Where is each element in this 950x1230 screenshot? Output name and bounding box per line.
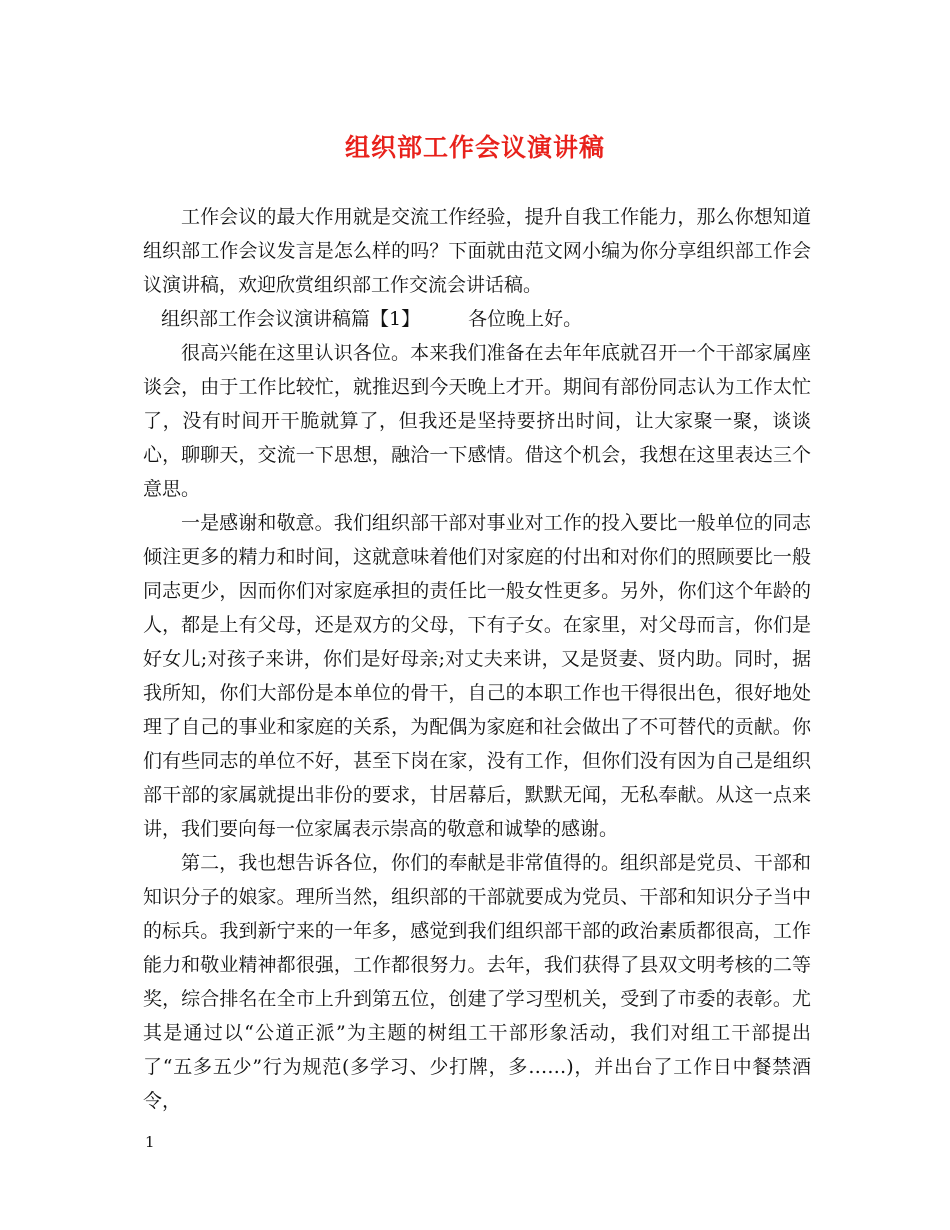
- body-paragraph: 第二，我也想告诉各位，你们的奉献是非常值得的。组织部是党员、干部和知识分子的娘家。理所当然，组织部的干部就要成为党员、干部和知识分子当中的标兵。我到新宁来的一年多，感觉到我们组织部干部的政治素质都很高，工作能力和敬业精神都很强，工作都很努力。去年，我们获得了县双文明考核的二等奖，综合排名在全市上升到第五位，创建了学习型机关，受到了市委的表彰。尤其是通过以“公道正派”为主题的树组工干部形象活动，我们对组工干部提出了“五多五少”行为规范(多学习、少打牌，多……)，并出台了工作日中餐禁酒令，: [143, 852, 811, 1112]
- body-paragraph: 一是感谢和敬意。我们组织部干部对事业对工作的投入要比一般单位的同志倾注更多的精力和时间，这就意味着他们对家庭的付出和对你们的照顾要比一般同志更少，因而你们对家庭承担的责任比一般女性更多。另外，你们这个年龄的人，都是上有父母，还是双方的父母，下有子女。在家里，对父母而言，你们是好女儿;对孩子来讲，你们是好母亲;对丈夫来讲，又是贤妻、贤内助。同时，据我所知，你们大部份是本单位的骨干，自己的本职工作也干得很出色，很好地处理了自己的事业和家庭的关系，为配偶为家庭和社会做出了不可替代的贡献。你们有些同志的单位不好，甚至下岗在家，没有工作，但你们没有因为自己是组织部干部的家属就提出非份的要求，甘居幕后，默默无闻，无私奉献。从这一点来讲，我们要向每一位家属表示崇高的敬意和诚挚的感谢。: [143, 512, 811, 840]
- document-body: [143, 200, 811, 1118]
- body-paragraph: 很高兴能在这里认识各位。本来我们准备在去年年底就召开一个干部家属座谈会，由于工作比较忙，就推迟到今天晚上才开。期间有部份同志认为工作太忙了，没有时间开干脆就算了，但我还是坚持要挤出时间，让大家聚一聚，谈谈心，聊聊天，交流一下思想，融洽一下感情。借这个机会，我想在这里表达三个意思。: [143, 342, 811, 500]
- section-heading-line: [143, 302, 811, 336]
- intro-paragraph: 工作会议的最大作用就是交流工作经验，提升自我工作能力，那么你想知道组织部工作会议发言是怎么样的吗？下面就由范文网小编为你分享组织部工作会议演讲稿，欢迎欣赏组织部工作交流会讲话稿。: [143, 206, 811, 296]
- page-number: 1: [145, 1133, 155, 1151]
- document-title: 组织部工作会议演讲稿: [344, 133, 605, 162]
- greeting-text: 各位晚上好。: [468, 308, 583, 330]
- section-heading: 组织部工作会议演讲稿篇【1】: [161, 308, 421, 330]
